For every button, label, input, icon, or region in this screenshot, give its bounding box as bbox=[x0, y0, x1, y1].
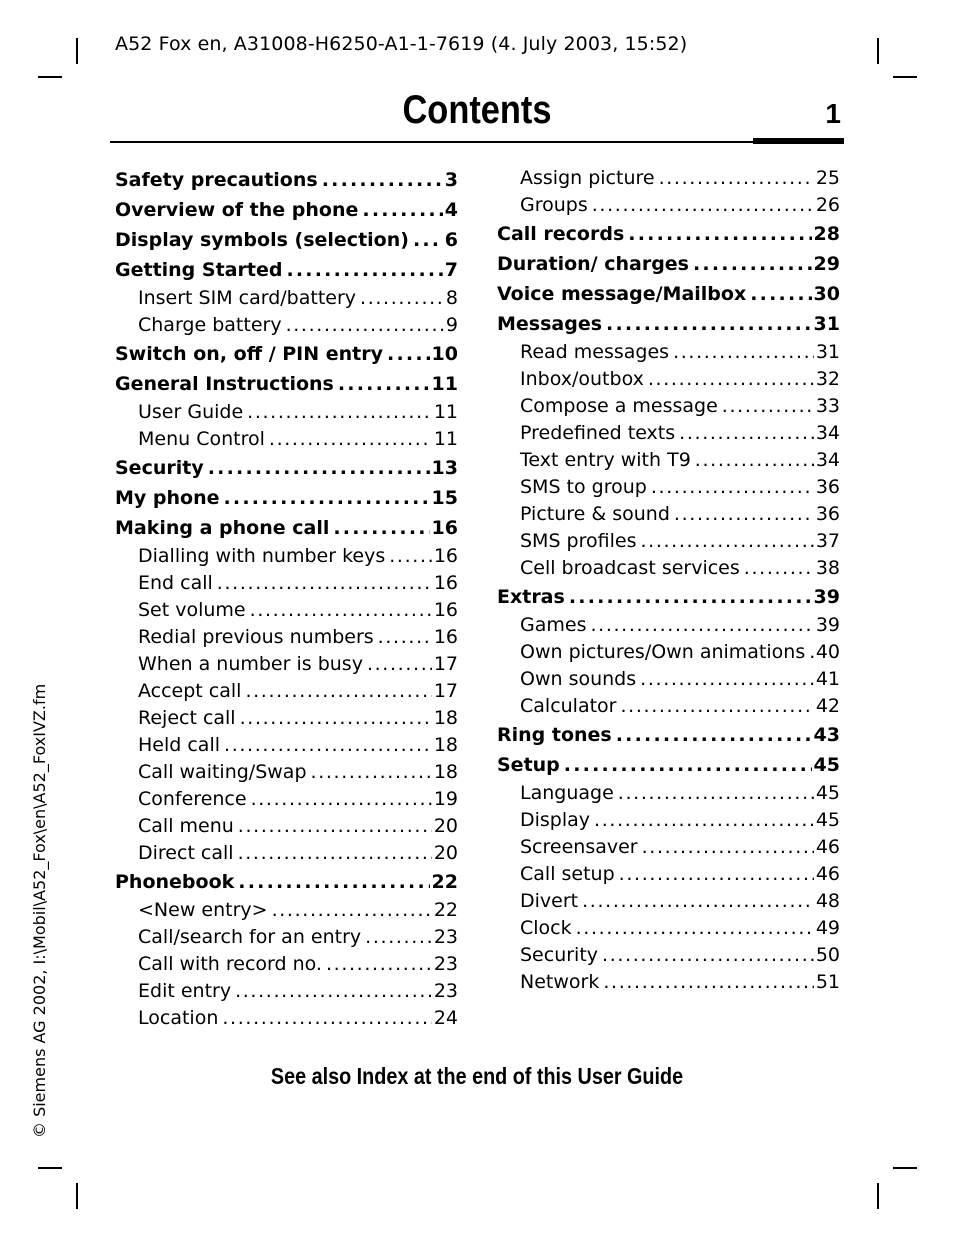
dot-leader bbox=[648, 366, 814, 393]
toc-entry[interactable] bbox=[497, 339, 840, 366]
title-rule bbox=[110, 141, 844, 143]
toc-entry[interactable] bbox=[497, 639, 840, 666]
toc-entry-label: Overview of the phone bbox=[115, 199, 359, 221]
toc-entry-label: Own pictures/Own animations bbox=[520, 641, 806, 663]
toc-entry[interactable] bbox=[115, 624, 458, 651]
toc-entry[interactable] bbox=[497, 192, 840, 219]
dot-leader bbox=[387, 339, 430, 369]
toc-entry[interactable] bbox=[115, 483, 458, 513]
toc-entry-page: 10 bbox=[431, 343, 458, 365]
toc-entry-label: Display bbox=[520, 809, 591, 831]
toc-entry[interactable] bbox=[115, 978, 458, 1005]
dot-leader bbox=[564, 750, 812, 780]
dot-leader bbox=[679, 420, 814, 447]
toc-entry[interactable] bbox=[115, 225, 458, 255]
dot-leader bbox=[582, 888, 814, 915]
dot-leader bbox=[603, 969, 813, 996]
dot-leader bbox=[238, 813, 432, 840]
toc-entry-label: Duration/ charges bbox=[497, 253, 689, 275]
toc-entry-page: 9 bbox=[445, 314, 458, 336]
toc-entry[interactable] bbox=[115, 543, 458, 570]
toc-entry-page: 23 bbox=[433, 953, 458, 975]
dot-leader bbox=[640, 528, 813, 555]
dot-leader bbox=[744, 555, 814, 582]
toc-entry-page: 20 bbox=[433, 842, 458, 864]
toc-entry-label: Dialling with number keys bbox=[138, 545, 386, 567]
dot-leader bbox=[235, 978, 432, 1005]
dot-leader bbox=[642, 834, 814, 861]
crop-mark bbox=[76, 38, 78, 64]
dot-leader bbox=[311, 759, 432, 786]
toc-entry-page: 13 bbox=[431, 457, 458, 479]
toc-entry-page: 45 bbox=[815, 782, 840, 804]
toc-entry[interactable] bbox=[115, 924, 458, 951]
toc-entry-page: 17 bbox=[433, 653, 458, 675]
toc-entry[interactable] bbox=[497, 834, 840, 861]
toc-entry-page: 37 bbox=[815, 530, 840, 552]
toc-entry-label: Games bbox=[520, 614, 587, 636]
dot-leader bbox=[238, 867, 429, 897]
crop-mark bbox=[877, 38, 879, 64]
toc-entry-page: 18 bbox=[433, 734, 458, 756]
dot-leader bbox=[674, 501, 814, 528]
toc-entry[interactable] bbox=[115, 1005, 458, 1032]
toc-entry-page: 16 bbox=[433, 545, 458, 567]
toc-entry-page: 36 bbox=[815, 503, 840, 525]
toc-entry-label: Getting Started bbox=[115, 259, 283, 281]
toc-entry-label: Security bbox=[520, 944, 599, 966]
toc-entry-label: End call bbox=[138, 572, 213, 594]
toc-entry-page: 23 bbox=[433, 926, 458, 948]
toc-entry-label: Ring tones bbox=[497, 724, 612, 746]
crop-mark bbox=[76, 1183, 78, 1209]
crop-mark bbox=[893, 1167, 917, 1169]
toc-entry-label: Compose a message bbox=[520, 395, 718, 417]
toc-entry[interactable] bbox=[115, 369, 458, 399]
toc-entry[interactable] bbox=[115, 597, 458, 624]
toc-entry[interactable] bbox=[115, 312, 458, 339]
toc-entry-label: Direct call bbox=[138, 842, 234, 864]
dot-leader bbox=[618, 780, 814, 807]
toc-entry[interactable] bbox=[115, 759, 458, 786]
toc-entry-page: 33 bbox=[815, 395, 840, 417]
toc-entry[interactable] bbox=[115, 165, 458, 195]
toc-entry-page: 11 bbox=[433, 428, 458, 450]
dot-leader bbox=[651, 474, 814, 501]
toc-entry-page: 42 bbox=[815, 695, 840, 717]
toc-entry[interactable] bbox=[497, 666, 840, 693]
toc-entry[interactable] bbox=[497, 501, 840, 528]
toc-entry-page: 16 bbox=[433, 572, 458, 594]
toc-entry-label: Call menu bbox=[138, 815, 234, 837]
crop-mark bbox=[877, 1183, 879, 1209]
toc-entry-label: Extras bbox=[497, 586, 565, 608]
page-number: 1 bbox=[825, 98, 841, 129]
toc-entry[interactable] bbox=[497, 969, 840, 996]
toc-entry-page: 11 bbox=[431, 373, 458, 395]
dot-leader bbox=[333, 513, 429, 543]
dot-leader bbox=[619, 861, 814, 888]
toc-entry-label: Insert SIM card/battery bbox=[138, 287, 357, 309]
toc-entry[interactable] bbox=[115, 840, 458, 867]
toc-entry-label: Call waiting/Swap bbox=[138, 761, 307, 783]
dot-leader bbox=[286, 312, 444, 339]
dot-leader bbox=[217, 570, 432, 597]
dot-leader bbox=[693, 249, 812, 279]
toc-entry-page: 16 bbox=[431, 517, 458, 539]
toc-entry-page: 34 bbox=[815, 422, 840, 444]
dot-leader bbox=[695, 447, 814, 474]
toc-entry-page: 38 bbox=[815, 557, 840, 579]
toc-entry-page: 51 bbox=[815, 971, 840, 993]
toc-entry[interactable] bbox=[497, 420, 840, 447]
dot-leader bbox=[659, 165, 814, 192]
toc-entry-page: 32 bbox=[815, 368, 840, 390]
toc-entry[interactable] bbox=[497, 279, 840, 309]
toc-entry-page: 16 bbox=[433, 626, 458, 648]
toc-entry-label: Accept call bbox=[138, 680, 242, 702]
toc-entry-label: When a number is busy bbox=[138, 653, 363, 675]
toc-entry[interactable] bbox=[497, 942, 840, 969]
toc-entry[interactable] bbox=[115, 678, 458, 705]
toc-entry[interactable] bbox=[115, 813, 458, 840]
toc-entry-label: Screensaver bbox=[520, 836, 638, 858]
dot-leader bbox=[224, 483, 430, 513]
toc-entry-page: 4 bbox=[444, 199, 458, 221]
toc-entry-page: 31 bbox=[815, 341, 840, 363]
dot-leader bbox=[238, 840, 432, 867]
dot-leader bbox=[240, 705, 432, 732]
toc-entry-label: Calculator bbox=[520, 695, 617, 717]
toc-entry-page: 22 bbox=[431, 871, 458, 893]
toc-entry-label: Own sounds bbox=[520, 668, 637, 690]
toc-entry-label: User Guide bbox=[138, 401, 244, 423]
dot-leader bbox=[222, 1005, 431, 1032]
dot-leader bbox=[616, 720, 812, 750]
dot-leader bbox=[338, 369, 430, 399]
toc-entry-page: 31 bbox=[813, 313, 840, 335]
toc-entry-page: 46 bbox=[815, 836, 840, 858]
dot-leader bbox=[722, 393, 814, 420]
dot-leader bbox=[272, 897, 432, 924]
toc-entry[interactable] bbox=[497, 888, 840, 915]
toc-entry-label: Read messages bbox=[520, 341, 670, 363]
toc-entry[interactable] bbox=[497, 309, 840, 339]
toc-entry[interactable] bbox=[497, 861, 840, 888]
toc-entry-label: Safety precautions bbox=[115, 169, 318, 191]
dot-leader bbox=[640, 666, 814, 693]
toc-entry-page: 50 bbox=[815, 944, 840, 966]
toc-entry[interactable] bbox=[497, 447, 840, 474]
dot-leader bbox=[362, 195, 442, 225]
toc-entry-label: Phonebook bbox=[115, 871, 235, 893]
toc-entry-label: Security bbox=[115, 457, 204, 479]
dot-leader bbox=[594, 807, 814, 834]
crop-mark bbox=[38, 1167, 62, 1169]
copyright-path: © Siemens AG 2002, I:\Mobil\A52_Fox\en\A52_FoxIVZ.fm bbox=[30, 683, 49, 1138]
toc-entry-page: 20 bbox=[433, 815, 458, 837]
toc-entry[interactable] bbox=[115, 867, 458, 897]
toc-entry-label: Location bbox=[138, 1007, 219, 1029]
toc-entry[interactable] bbox=[497, 249, 840, 279]
toc-entry[interactable] bbox=[115, 426, 458, 453]
toc-entry[interactable] bbox=[115, 513, 458, 543]
page-title: Contents bbox=[402, 88, 552, 132]
dot-leader bbox=[251, 786, 432, 813]
dot-leader bbox=[367, 651, 432, 678]
toc-entry-label: Network bbox=[520, 971, 600, 993]
toc-entry-page: 34 bbox=[815, 449, 840, 471]
toc-entry[interactable] bbox=[497, 366, 840, 393]
toc-entry-page: 30 bbox=[813, 283, 840, 305]
toc-entry-label: Set volume bbox=[138, 599, 246, 621]
document-info: A52 Fox en, A31008-H6250-A1-1-7619 (4. July 2003, 15:52) bbox=[115, 33, 688, 55]
toc-entry[interactable] bbox=[497, 780, 840, 807]
toc-entry[interactable] bbox=[497, 555, 840, 582]
toc-entry-label: Setup bbox=[497, 754, 560, 776]
toc-entry-label: Redial previous numbers bbox=[138, 626, 374, 648]
toc-entry[interactable] bbox=[497, 219, 840, 249]
toc-entry[interactable] bbox=[115, 339, 458, 369]
toc-entry[interactable] bbox=[497, 612, 840, 639]
toc-entry-page: 39 bbox=[813, 586, 840, 608]
toc-entry[interactable] bbox=[115, 705, 458, 732]
dot-leader bbox=[606, 309, 812, 339]
toc-entry-label: Messages bbox=[497, 313, 603, 335]
toc-entry-label: Held call bbox=[138, 734, 221, 756]
toc-entry-page: 36 bbox=[815, 476, 840, 498]
toc-entry-label: Conference bbox=[138, 788, 247, 810]
dot-leader bbox=[269, 426, 432, 453]
dot-leader bbox=[360, 285, 444, 312]
dot-leader bbox=[286, 255, 442, 285]
toc-entry-label: Picture & sound bbox=[520, 503, 670, 525]
dot-leader bbox=[247, 399, 432, 426]
toc-entry-page: 45 bbox=[813, 754, 840, 776]
toc-entry-page: 40 bbox=[815, 641, 840, 663]
dot-leader bbox=[389, 543, 432, 570]
toc-entry[interactable] bbox=[115, 951, 458, 978]
dot-leader bbox=[590, 612, 813, 639]
toc-entry[interactable] bbox=[497, 720, 840, 750]
toc-entry[interactable] bbox=[115, 651, 458, 678]
toc-entry-page: 45 bbox=[815, 809, 840, 831]
toc-entry-page: 7 bbox=[444, 259, 458, 281]
toc-entry-page: 41 bbox=[815, 668, 840, 690]
toc-entry[interactable] bbox=[497, 393, 840, 420]
toc-entry[interactable] bbox=[115, 195, 458, 225]
page-number-bar bbox=[753, 138, 844, 144]
toc-entry-label: My phone bbox=[115, 487, 220, 509]
toc-entry-page: 25 bbox=[815, 167, 840, 189]
toc-entry-page: 8 bbox=[445, 287, 458, 309]
toc-entry-page: 11 bbox=[433, 401, 458, 423]
toc-entry-label: Call records bbox=[497, 223, 625, 245]
dot-leader bbox=[576, 915, 814, 942]
dot-leader bbox=[592, 192, 814, 219]
dot-leader bbox=[620, 693, 813, 720]
dot-leader bbox=[750, 279, 811, 309]
toc-entry-label: SMS to group bbox=[520, 476, 647, 498]
toc-entry-label: Display symbols (selection) bbox=[115, 229, 409, 251]
toc-entry-label: Edit entry bbox=[138, 980, 232, 1002]
toc-entry[interactable] bbox=[497, 582, 840, 612]
toc-entry-label: Call setup bbox=[520, 863, 615, 885]
toc-entry-label: Switch on, off / PIN entry bbox=[115, 343, 384, 365]
toc-entry-page: 17 bbox=[433, 680, 458, 702]
toc-entry-label: General Instructions bbox=[115, 373, 334, 395]
dot-leader bbox=[208, 453, 430, 483]
toc-entry[interactable] bbox=[115, 786, 458, 813]
dot-leader bbox=[365, 924, 432, 951]
toc-entry-page: 48 bbox=[815, 890, 840, 912]
dot-leader bbox=[224, 732, 432, 759]
toc-entry[interactable] bbox=[497, 693, 840, 720]
toc-entry-label: Call/search for an entry bbox=[138, 926, 362, 948]
dot-leader bbox=[628, 219, 811, 249]
crop-mark bbox=[893, 76, 917, 78]
toc-entry-page: 49 bbox=[815, 917, 840, 939]
toc-entry-page: 29 bbox=[813, 253, 840, 275]
toc-entry-label: Making a phone call bbox=[115, 517, 330, 539]
dot-leader bbox=[250, 597, 432, 624]
dot-leader bbox=[322, 165, 443, 195]
toc-entry[interactable] bbox=[497, 474, 840, 501]
toc-entry-label: Clock bbox=[520, 917, 572, 939]
toc-entry-page: 16 bbox=[433, 599, 458, 621]
toc-entry-label: Reject call bbox=[138, 707, 236, 729]
toc-entry-page: 15 bbox=[431, 487, 458, 509]
toc-entry[interactable] bbox=[497, 165, 840, 192]
toc-entry[interactable] bbox=[115, 285, 458, 312]
toc-entry-page: 26 bbox=[815, 194, 840, 216]
toc-entry-page: 39 bbox=[815, 614, 840, 636]
toc-entry-label: SMS profiles bbox=[520, 530, 637, 552]
toc-entry[interactable] bbox=[497, 528, 840, 555]
toc-entry-label: Menu Control bbox=[138, 428, 265, 450]
toc-entry-page: 24 bbox=[433, 1007, 458, 1029]
dot-leader bbox=[413, 225, 443, 255]
toc-column-right bbox=[497, 165, 840, 996]
toc-entry-page: 3 bbox=[444, 169, 458, 191]
toc-entry-label: <New entry> bbox=[138, 899, 268, 921]
toc-entry-label: Divert bbox=[520, 890, 579, 912]
toc-entry[interactable] bbox=[497, 915, 840, 942]
toc-entry-label: Charge battery bbox=[138, 314, 282, 336]
toc-entry-page: 22 bbox=[433, 899, 458, 921]
toc-entry[interactable] bbox=[497, 807, 840, 834]
toc-column-left bbox=[115, 165, 458, 1032]
toc-entry[interactable] bbox=[115, 399, 458, 426]
toc-entry[interactable] bbox=[115, 255, 458, 285]
toc-entry-page: 18 bbox=[433, 761, 458, 783]
toc-entry-label: Groups bbox=[520, 194, 588, 216]
toc-entry-label: Language bbox=[520, 782, 614, 804]
dot-leader bbox=[673, 339, 814, 366]
toc-entry-page: 23 bbox=[433, 980, 458, 1002]
toc-entry[interactable] bbox=[115, 897, 458, 924]
toc-entry-page: 46 bbox=[815, 863, 840, 885]
toc-entry-label: Voice message/Mailbox bbox=[497, 283, 747, 305]
dot-leader bbox=[602, 942, 814, 969]
toc-entry-label: Inbox/outbox bbox=[520, 368, 644, 390]
toc-entry-page: 43 bbox=[813, 724, 840, 746]
toc-entry-label: Cell broadcast services bbox=[520, 557, 740, 579]
toc-entry-page: 18 bbox=[433, 707, 458, 729]
dot-leader bbox=[569, 582, 812, 612]
toc-entry-label: Predefined texts bbox=[520, 422, 676, 444]
index-reference-note: See also Index at the end of this User Guide bbox=[270, 1063, 684, 1089]
toc-entry[interactable] bbox=[115, 732, 458, 759]
toc-entry[interactable] bbox=[497, 750, 840, 780]
toc-entry-label: Assign picture bbox=[520, 167, 655, 189]
dot-leader bbox=[326, 951, 432, 978]
toc-entry[interactable] bbox=[115, 453, 458, 483]
toc-entry-page: 28 bbox=[813, 223, 840, 245]
toc-entry-label: Text entry with T9 bbox=[520, 449, 691, 471]
crop-mark bbox=[38, 76, 62, 78]
dot-leader bbox=[245, 678, 431, 705]
toc-entry-label: Call with record no. bbox=[138, 953, 322, 975]
toc-entry[interactable] bbox=[115, 570, 458, 597]
toc-entry-page: 19 bbox=[433, 788, 458, 810]
dot-leader bbox=[378, 624, 432, 651]
toc-entry-page: 6 bbox=[444, 229, 458, 251]
